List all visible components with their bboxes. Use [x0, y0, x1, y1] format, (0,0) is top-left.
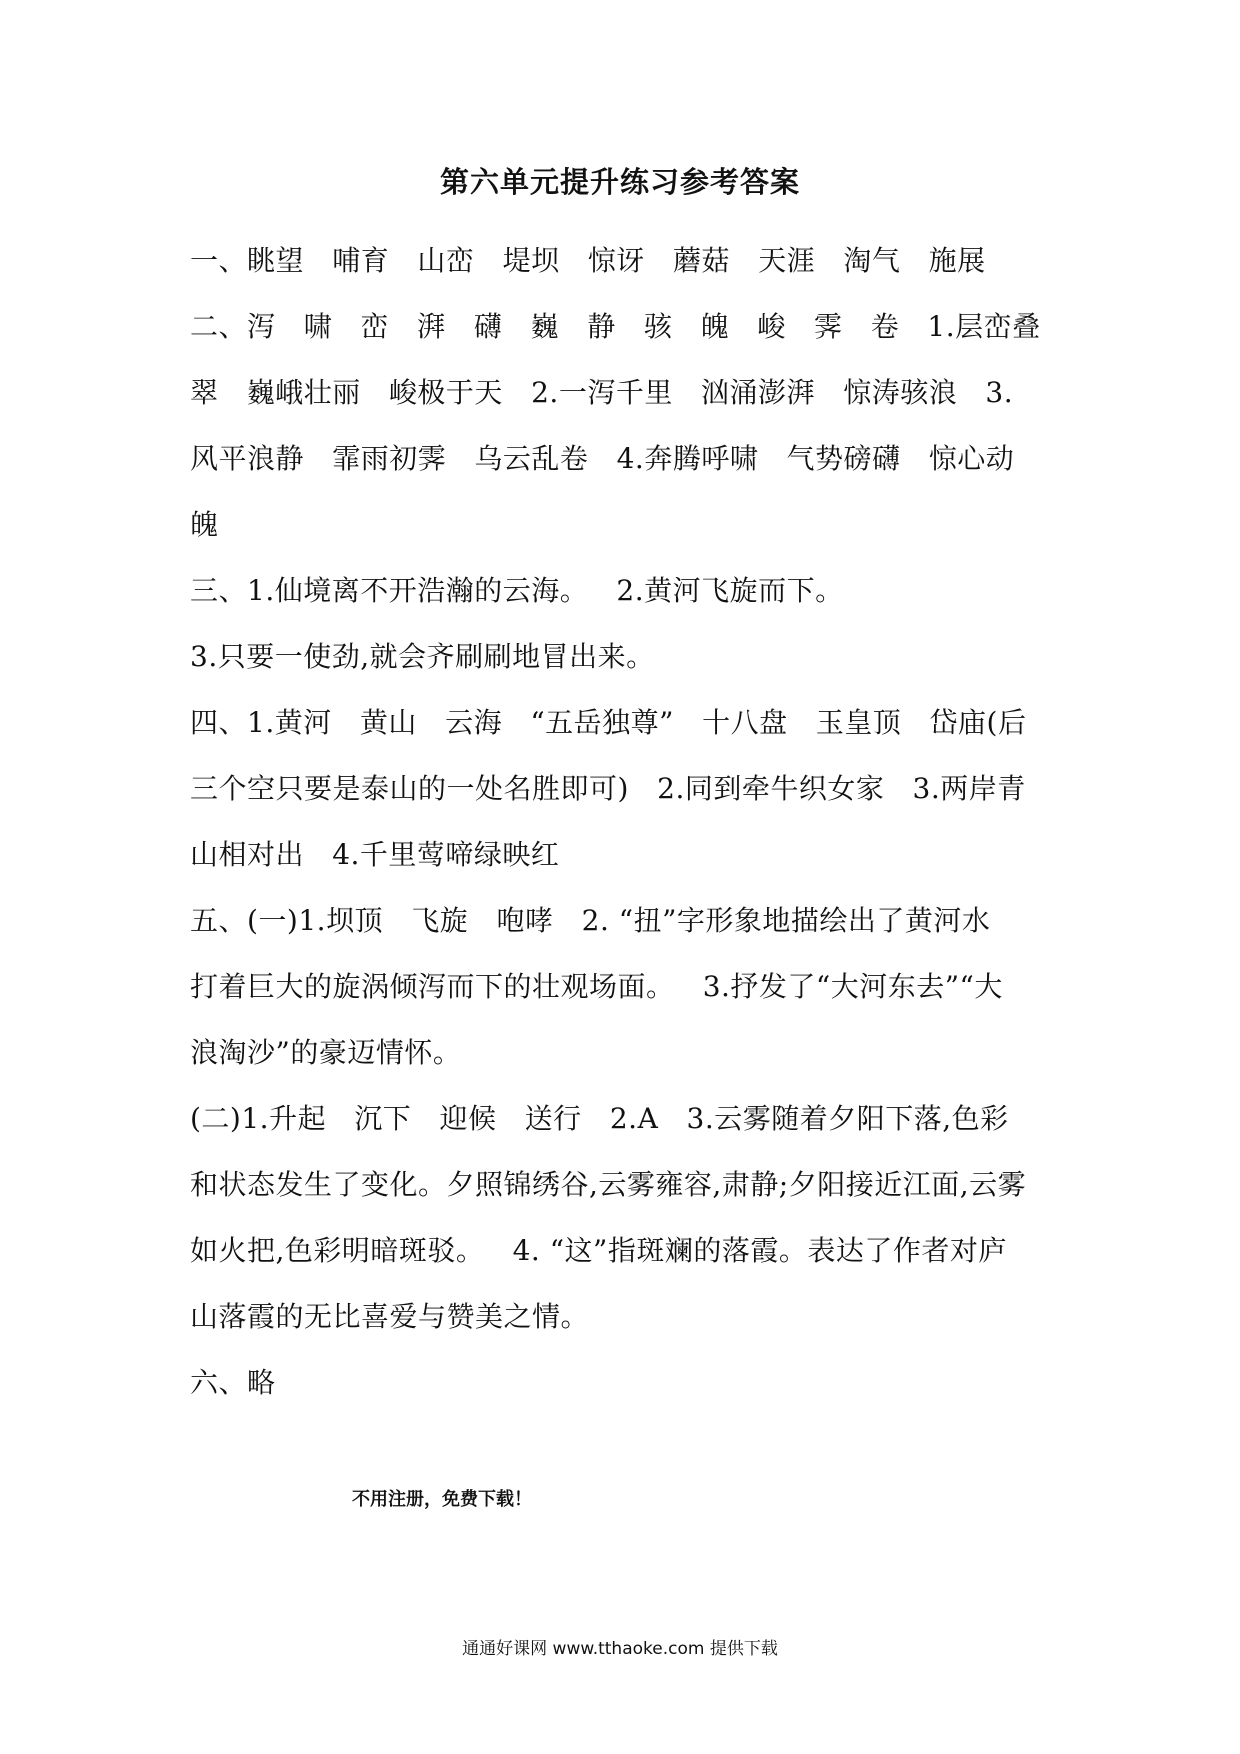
answer-line-14: (二)1.升起 沉下 迎候 送行 2.A 3.云雾随着夕阳下落,色彩 — [190, 1102, 1009, 1135]
answer-line-16: 如火把,色彩明暗斑驳。 4. “这”指斑斓的落霞。表达了作者对庐 — [190, 1234, 1007, 1267]
answer-line-1: 一、眺望 哺育 山峦 堤坝 惊讶 蘑菇 天涯 淘气 施展 — [190, 244, 986, 277]
answer-line-5: 魄 — [190, 508, 219, 541]
answer-line-6: 三、1.仙境离不开浩瀚的云海。 2.黄河飞旋而下。 — [190, 574, 844, 607]
answer-line-11: 五、(一)1.坝顶 飞旋 咆哮 2. “扭”字形象地描绘出了黄河水 — [190, 904, 991, 937]
free-download-note: 不用注册，免费下载！ — [352, 1489, 532, 1510]
answer-line-7: 3.只要一使劲,就会齐刷刷地冒出来。 — [190, 640, 655, 673]
answer-line-9: 三个空只要是泰山的一处名胜即可) 2.同到牵牛织女家 3.两岸青 — [190, 772, 1026, 805]
answer-line-3: 翠 巍峨壮丽 峻极于天 2.一泻千里 汹涌澎湃 惊涛骇浪 3. — [190, 376, 1014, 409]
footer-source: 通通好课网 www.tthaoke.com 提供下载 — [462, 1639, 778, 1659]
answer-line-13: 浪淘沙”的豪迈情怀。 — [190, 1036, 462, 1069]
answer-line-12: 打着巨大的旋涡倾泻而下的壮观场面。 3.抒发了“大河东去”“大 — [190, 970, 1003, 1003]
answer-line-2: 二、泻 啸 峦 湃 礴 巍 静 骇 魄 峻 霁 卷 1.层峦叠 — [190, 310, 1041, 343]
answer-body — [190, 228, 1060, 1416]
answer-line-10: 山相对出 4.千里莺啼绿映红 — [190, 838, 560, 871]
page-title: 第六单元提升练习参考答案 — [439, 165, 800, 199]
answer-line-15: 和状态发生了变化。夕照锦绣谷,云雾雍容,肃静;夕阳接近江面,云雾 — [190, 1168, 1027, 1201]
answer-line-8: 四、1.黄河 黄山 云海 “五岳独尊” 十八盘 玉皇顶 岱庙(后 — [190, 706, 1027, 739]
answer-line-18: 六、略 — [190, 1366, 276, 1399]
answer-line-4: 风平浪静 霏雨初霁 乌云乱卷 4.奔腾呼啸 气势磅礴 惊心动 — [190, 442, 1015, 475]
answer-line-17: 山落霞的无比喜爱与赞美之情。 — [190, 1300, 590, 1333]
